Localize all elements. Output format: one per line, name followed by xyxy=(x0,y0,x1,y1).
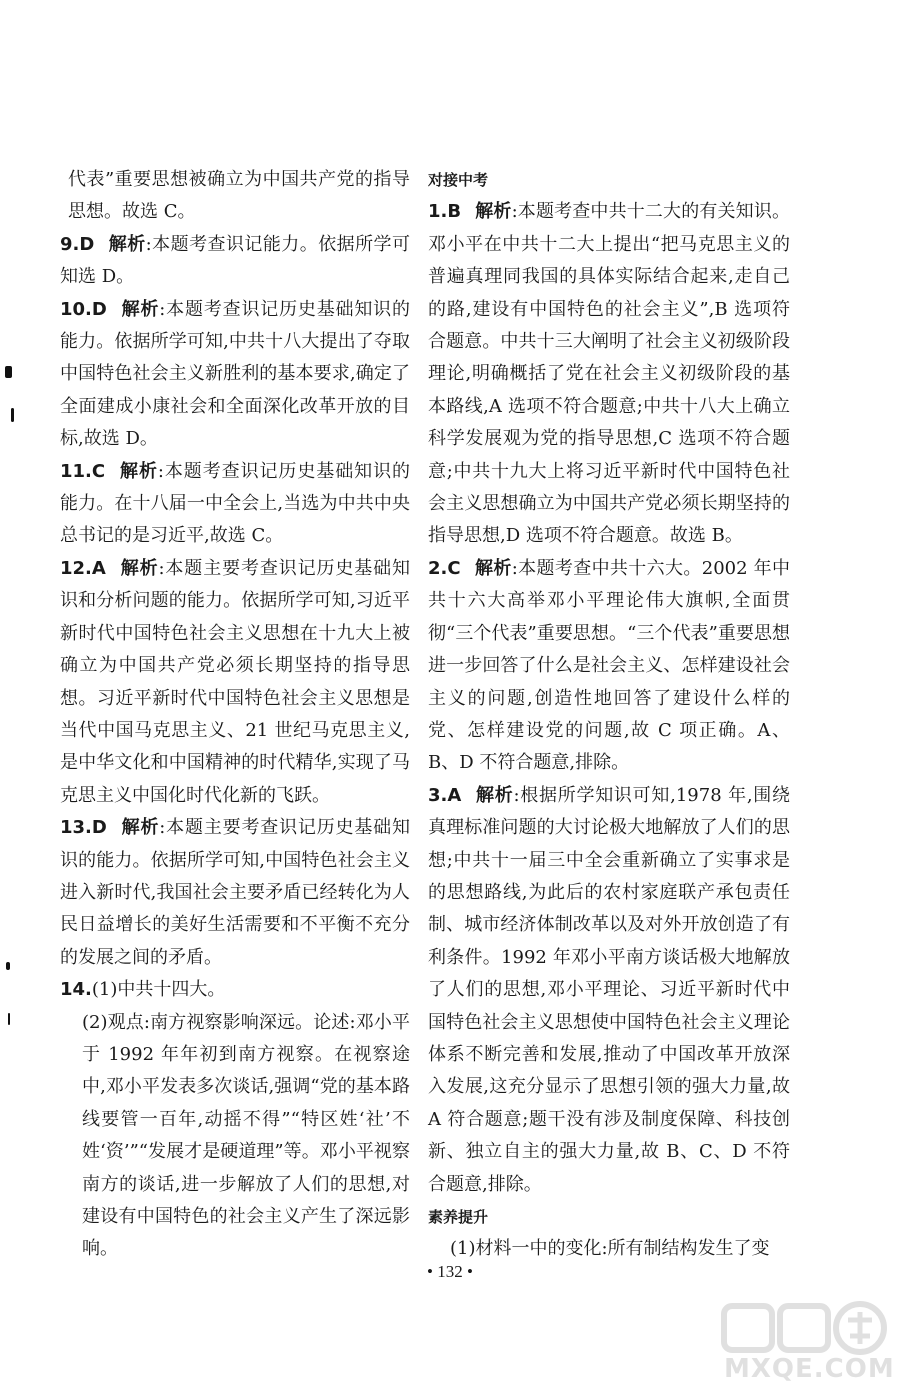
answer-letter: A xyxy=(447,784,462,806)
scan-mark xyxy=(5,366,12,378)
item-number: 12. xyxy=(60,557,92,579)
continued-paragraph: 代表”重要思想被确立为中国共产党的指导思想。故选 C。 xyxy=(68,169,410,223)
analysis-text: :本题考查识记历史基础知识的能力。在十八届一中全会上,当选为中共中央总书记的是习近平,故选 C。 xyxy=(60,460,410,547)
continued-answer: (1)材料一中的变化:所有制结构发生了变 xyxy=(450,1238,770,1260)
item-number: 3. xyxy=(428,784,448,806)
scan-mark xyxy=(8,1013,10,1025)
watermark-graphic xyxy=(720,1300,890,1360)
answer-part-2: (2)观点:南方视察影响深远。论述:邓小平于 1992 年年初到南方视察。在视察途中,邓小平发表多次谈话,强调“党的基本路线要管一百年,动摇不得”“特区姓‘社’不姓‘资’”“发展才是硬道理”等。邓小平视察南方的谈话,进一步解放了人们的思想,对建设有中国特色的社会主义产生了深远影响。 xyxy=(82,1011,410,1260)
page-number: • 132 • xyxy=(427,1262,473,1281)
answer-item-1 xyxy=(428,196,790,552)
item-number: 11. xyxy=(60,460,92,482)
analysis-text: :本题考查识记能力。依据所学可知选 D。 xyxy=(60,233,410,288)
answer-part-1: (1)中共十四大。 xyxy=(91,979,226,1001)
answer-letter: C xyxy=(447,557,461,579)
analysis-text: :本题主要考查识记历史基础知识的能力。依据所学可知,中国特色社会主义进入新时代,我国社会主要矛盾已经转化为人民日益增长的美好生活需要和不平衡不充分的发展之间的矛盾。 xyxy=(60,817,410,968)
answer-letter: D xyxy=(91,298,107,320)
answer-item-12 xyxy=(60,553,410,812)
analysis-keyword: 解析 xyxy=(119,460,158,482)
left-column xyxy=(60,164,410,1266)
item-number: 13. xyxy=(60,817,92,839)
item-number: 2. xyxy=(428,557,448,579)
answer-letter: D xyxy=(91,817,107,839)
analysis-text: :本题考查中共十六大。2002 年中共十六大高举邓小平理论伟大旗帜,全面贯彻“三个代表”重要思想。“三个代表”重要思想进一步回答了什么是社会主义、怎样建设社会主义的问题,创造性地回答了建设什么样的党、怎样建设党的问题,故 C 项正确。A、B、D 不符合题意,排除。 xyxy=(428,557,791,774)
analysis-text: :本题主要考查识记历史基础知识和分析问题的能力。依据所学可知,习近平新时代中国特色社会主义思想在十九大上被确立为中国共产党必须长期坚持的指导思想。习近平新时代中国特色社会主义思想是当代中国马克思主义、21 世纪马克思主义,是中华文化和中国精神的时代精华,实现了马克思主义中国化时代化新的飞跃。 xyxy=(60,557,410,806)
answer-item-11 xyxy=(60,456,410,553)
analysis-text: :本题考查识记历史基础知识的能力。依据所学可知,中共十八大提出了夺取中国特色社会主义新胜利的基本要求,确定了全面建成小康社会和全面深化改革开放的目标,故选 D。 xyxy=(60,298,410,450)
item-number: 1. xyxy=(428,201,448,223)
answer-item-9 xyxy=(60,229,410,294)
analysis-keyword: 解析 xyxy=(120,817,160,839)
right-column xyxy=(428,164,790,1266)
section-heading: 素养提升 xyxy=(428,1208,489,1226)
scan-mark xyxy=(11,408,14,422)
answer-letter: D xyxy=(79,233,95,255)
answer-item-2 xyxy=(428,553,790,780)
item-number: 9. xyxy=(60,233,80,255)
analysis-keyword: 解析 xyxy=(119,557,159,579)
analysis-keyword: 解析 xyxy=(475,784,514,806)
section-heading: 对接中考 xyxy=(428,171,489,189)
answer-letter: C xyxy=(91,460,106,482)
answer-item-13 xyxy=(60,812,410,974)
analysis-text: :本题考查中共十二大的有关知识。邓小平在中共十二大上提出“把马克思主义的普遍真理同我国的具体实际结合起来,走自己的路,建设有中国特色的社会主义”,B 选项符合题意。中共十三大阐明了社会主义初级阶段理论,明确概括了党在社会主义初级阶段的基本路线,A 选项不符合题意;中共十八大上确立科学发展观为党的指导思想,C 选项不符合题意;中共十九大上将习近平新时代中国特色社会主义思想确立为中国共产党必须长期坚持的指导思想,D 选项不符合题意。故选 B。 xyxy=(428,201,790,547)
answer-letter: A xyxy=(91,557,106,579)
watermark-text: MXQE.COM xyxy=(724,1354,895,1384)
answer-item-10 xyxy=(60,294,410,456)
analysis-keyword: 解析 xyxy=(120,298,160,320)
answer-item-3 xyxy=(428,780,790,1201)
scan-mark xyxy=(6,962,10,970)
watermark-logo xyxy=(720,1300,895,1386)
analysis-text: :根据所学知识可知,1978 年,围绕真理标准问题的大讨论极大地解放了人们的思想;中共十一届三中全会重新确立了实事求是的思想路线,为此后的农村家庭联产承包责任制、城市经济体制改革以及对外开放创造了有利条件。1992 年邓小平南方谈话极大地解放了人们的思想,邓小平理论、习近平新时代中国特色社会主义思想使中国特色社会主义理论体系不断完善和发展,推动了中国改革开放深入发展,这充分显示了思想引领的强大力量,故 A 符合题意;题干没有涉及制度保障、科技创新、独立自主的强大力量,故 B、C、D 不符合题意,排除。 xyxy=(428,784,790,1195)
item-number: 10. xyxy=(60,298,92,320)
answer-letter: B xyxy=(447,201,462,223)
analysis-keyword: 解析 xyxy=(474,557,512,579)
analysis-keyword: 解析 xyxy=(108,233,146,255)
answer-item-14 xyxy=(60,974,410,1006)
analysis-keyword: 解析 xyxy=(475,201,512,223)
item-number: 14. xyxy=(60,979,92,1001)
